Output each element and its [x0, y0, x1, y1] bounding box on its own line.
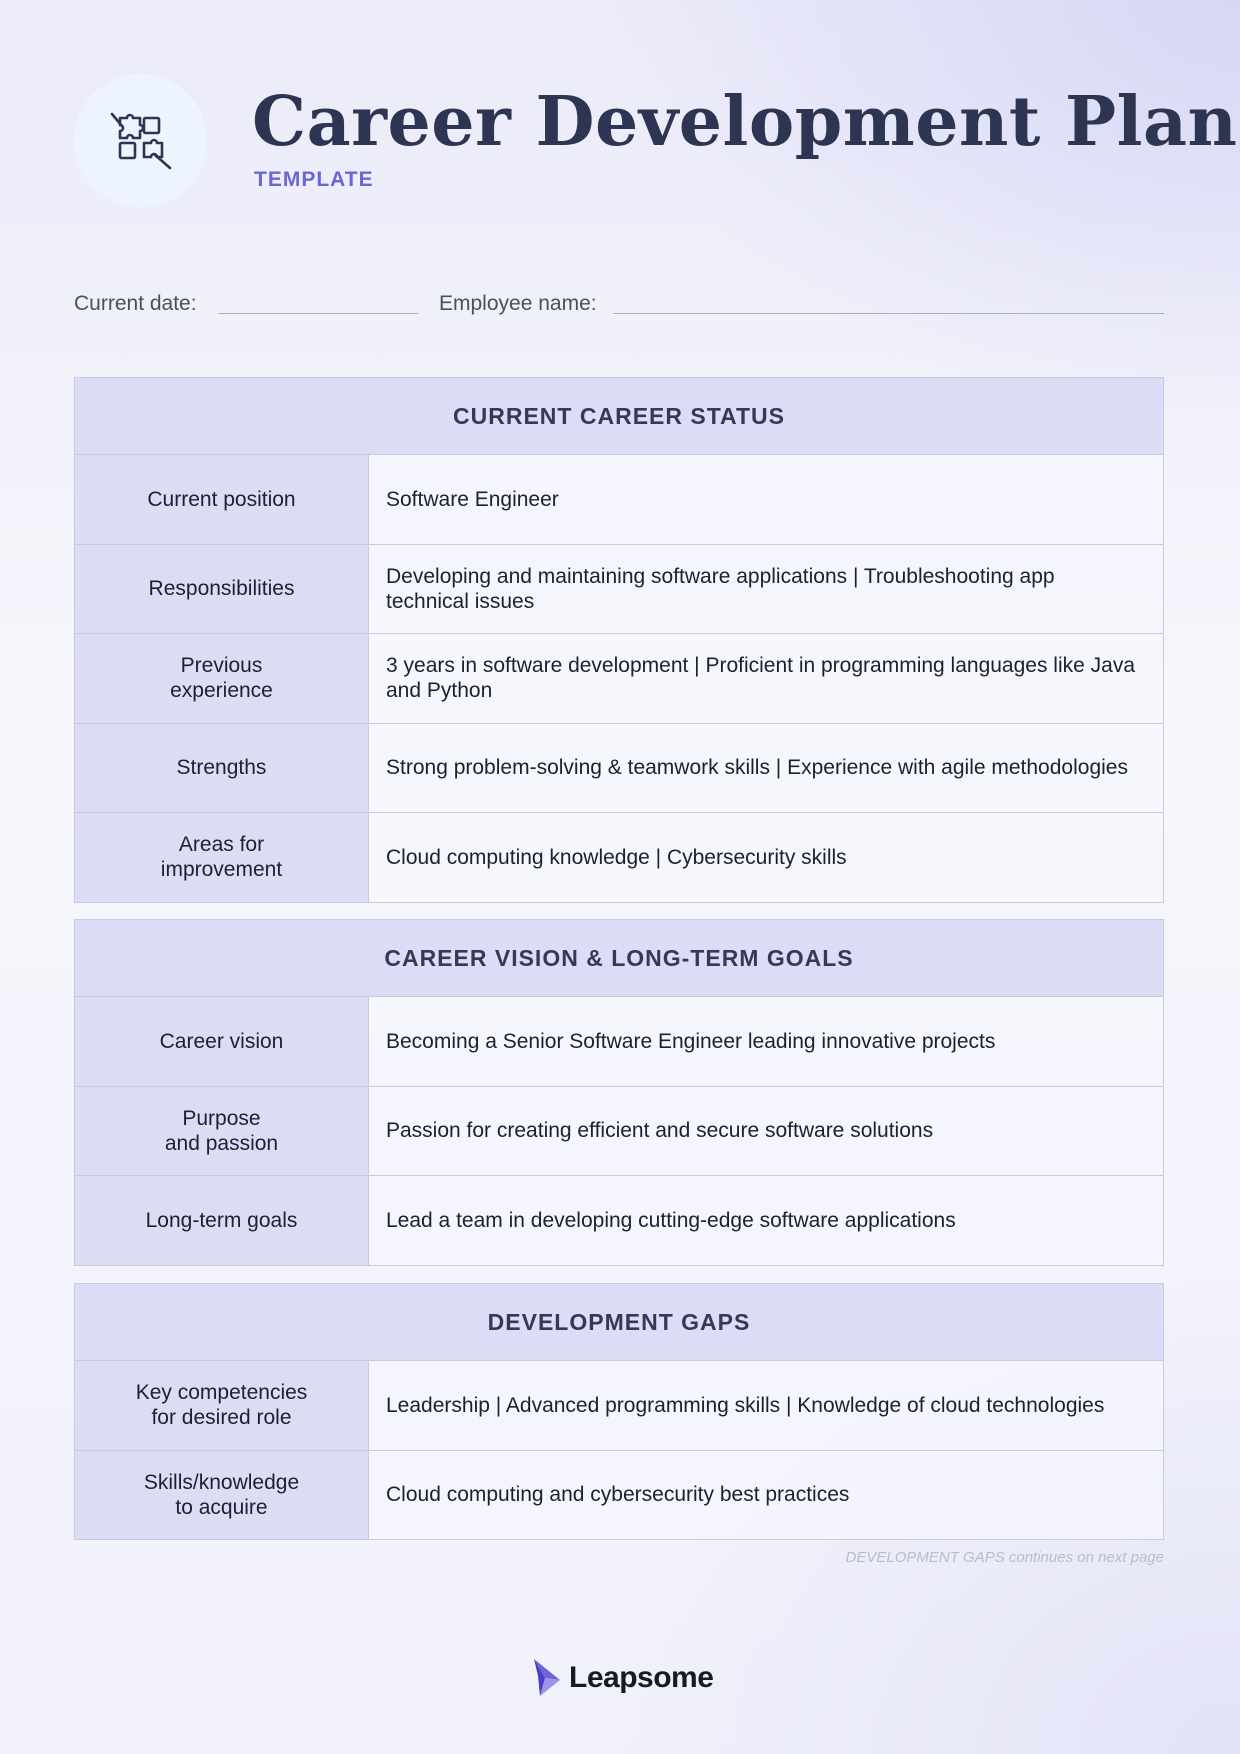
leapsome-bird-icon	[532, 1658, 564, 1698]
row-label: Long-term goals	[75, 1176, 369, 1265]
puzzle-pieces-icon	[108, 110, 174, 172]
row-label: Responsibilities	[75, 545, 369, 634]
row-label: Purpose and passion	[75, 1087, 369, 1176]
row-value[interactable]: Leadership | Advanced programming skills | Knowledge of cloud technologies	[369, 1361, 1163, 1450]
section-career-vision	[74, 919, 1164, 1266]
employee-name-field[interactable]	[613, 313, 1164, 314]
table-row	[75, 812, 1163, 902]
row-label: Previous experience	[75, 634, 369, 723]
table-row	[75, 1175, 1163, 1265]
page-title: Career Development Plan	[252, 82, 1238, 162]
row-label: Career vision	[75, 997, 369, 1086]
section-title: CURRENT CAREER STATUS	[75, 378, 1163, 455]
logo-text: Leapsome	[569, 1661, 714, 1694]
employee-name-label: Employee name:	[439, 292, 597, 315]
row-value[interactable]: Developing and maintaining software applications | Troubleshooting app technical issues	[369, 545, 1163, 634]
header-fields	[74, 290, 1166, 320]
table-row	[75, 1086, 1163, 1176]
continued-note: DEVELOPMENT GAPS continues on next page	[845, 1549, 1164, 1566]
current-date-field[interactable]	[218, 313, 418, 314]
table-row	[75, 455, 1163, 544]
table-row	[75, 1361, 1163, 1450]
header-icon-badge	[74, 74, 207, 207]
row-label: Skills/knowledge to acquire	[75, 1451, 369, 1540]
table-row	[75, 997, 1163, 1086]
table-row	[75, 1450, 1163, 1540]
row-value[interactable]: Cloud computing knowledge | Cybersecurity skills	[369, 813, 1163, 902]
row-value[interactable]: Cloud computing and cybersecurity best practices	[369, 1451, 1163, 1540]
table-row	[75, 633, 1163, 723]
row-value[interactable]: Lead a team in developing cutting-edge software applications	[369, 1176, 1163, 1265]
current-date-label: Current date:	[74, 292, 197, 315]
row-value[interactable]: 3 years in software development | Proficient in programming languages like Java and Python	[369, 634, 1163, 723]
table-row	[75, 723, 1163, 813]
row-value[interactable]: Becoming a Senior Software Engineer leading innovative projects	[369, 997, 1163, 1086]
section-title: DEVELOPMENT GAPS	[75, 1284, 1163, 1361]
row-value[interactable]: Passion for creating efficient and secure software solutions	[369, 1087, 1163, 1176]
row-label: Strengths	[75, 724, 369, 813]
section-development-gaps	[74, 1283, 1164, 1540]
table-row	[75, 544, 1163, 634]
leapsome-logo	[532, 1658, 713, 1698]
section-title: CAREER VISION & LONG-TERM GOALS	[75, 920, 1163, 997]
row-label: Areas for improvement	[75, 813, 369, 902]
section-current-career-status	[74, 377, 1164, 903]
row-value[interactable]: Strong problem-solving & teamwork skills | Experience with agile methodologies	[369, 724, 1163, 813]
row-value[interactable]: Software Engineer	[369, 455, 1163, 544]
row-label: Key competencies for desired role	[75, 1361, 369, 1450]
page-subtitle: TEMPLATE	[254, 168, 374, 191]
row-label: Current position	[75, 455, 369, 544]
